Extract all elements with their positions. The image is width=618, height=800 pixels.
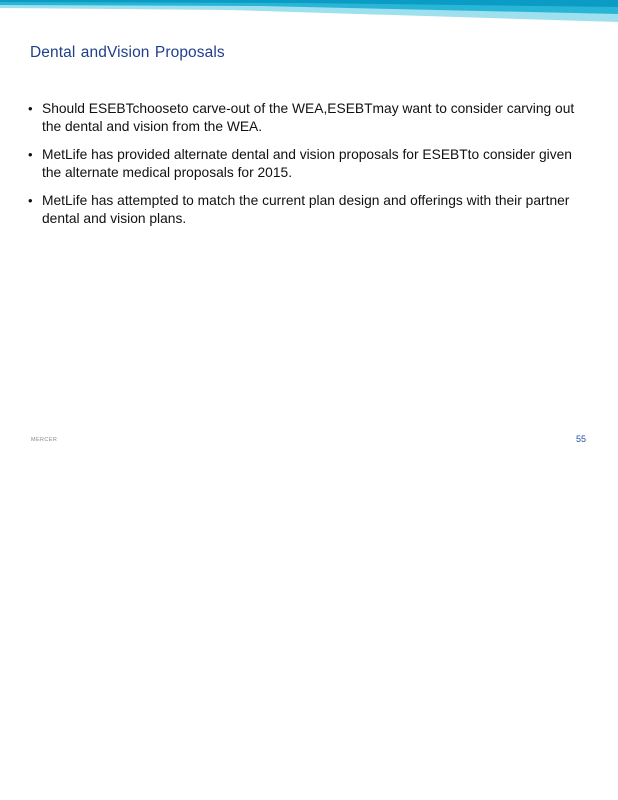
page-number: 55	[576, 434, 587, 444]
bullet-item	[26, 100, 586, 136]
bullet-text: MetLife has attempted to match the current plan design and offerings with their partner dental and vision plans.	[42, 193, 570, 226]
bullet-list	[26, 100, 586, 238]
slide-title: Dental andVision Proposals	[30, 44, 225, 61]
bullet-dot-icon: •	[28, 101, 33, 116]
mercer-logo: MERCER	[31, 437, 58, 443]
bullet-item	[26, 192, 586, 228]
bullet-text: MetLife has provided alternate dental and vision proposals for ESEBTto consider given the alternate medical proposals for 2015.	[42, 147, 572, 180]
bullet-text: Should ESEBTchooseto carve-out of the WEA,ESEBTmay want to consider carving out the dental and vision from the WEA.	[42, 101, 575, 134]
bullet-dot-icon: •	[28, 193, 33, 208]
bullet-item	[26, 146, 586, 182]
top-decorative-band	[0, 0, 618, 24]
bullet-dot-icon: •	[28, 147, 33, 162]
